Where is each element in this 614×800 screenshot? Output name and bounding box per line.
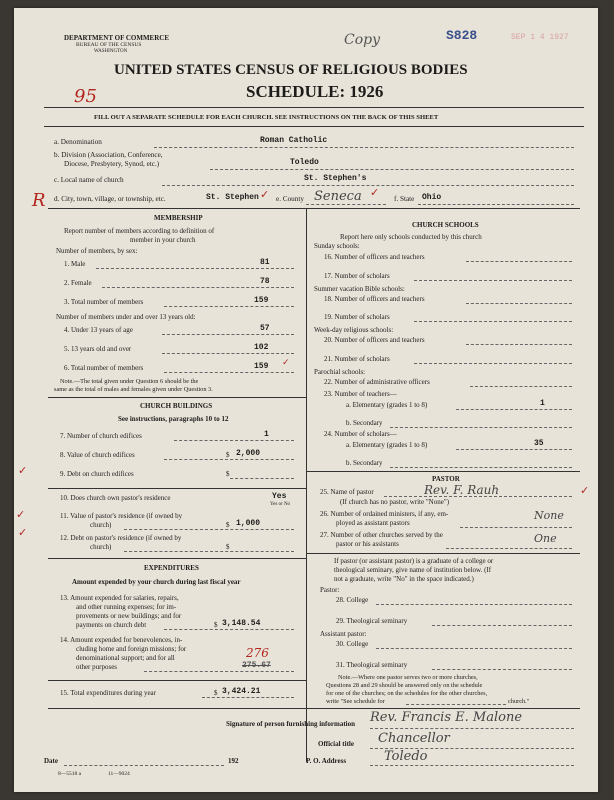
q27-value: One <box>534 532 557 545</box>
state-value: Ohio <box>422 193 442 202</box>
q13-label-4: payments on church debt <box>76 621 147 629</box>
q18-label: 18. Number of officers and teachers <box>324 295 425 303</box>
pastor-note-5: church." <box>508 698 530 705</box>
q20-label: 20. Number of officers and teachers <box>324 336 425 344</box>
q24b-label: b. Secondary <box>346 459 383 467</box>
division-label-2: Diocese, Presbytery, Synod, etc.) <box>64 160 160 168</box>
q5-over13-label: 5. 13 years old and over <box>64 345 132 353</box>
city-name: WASHINGTON <box>94 49 128 54</box>
form-code-2: 11—9024 <box>108 771 130 777</box>
red-checkmark: ✓ <box>18 526 28 539</box>
footer-rule <box>48 708 580 709</box>
q10-hint: Yes or No <box>270 502 291 507</box>
q15-line <box>202 697 294 698</box>
q8-dollar: $ <box>226 451 230 459</box>
official-title-value: Chancellor <box>378 731 450 746</box>
q9-dollar: $ <box>226 470 230 478</box>
state-line <box>418 204 574 205</box>
date-stamp: SEP 1 4 1927 <box>511 33 569 42</box>
q24a-line <box>456 449 572 450</box>
section-rule <box>306 471 580 472</box>
q20-line <box>466 344 572 345</box>
q10-residence-label: 10. Does church own pastor's residence <box>60 494 171 502</box>
q21-line <box>414 363 572 364</box>
graduate-note-3: not a graduate, write "No" in the space indicated.) <box>334 575 474 583</box>
q14-label-1: 14. Amount expended for benevolences, in- <box>60 636 183 644</box>
department-name: DEPARTMENT OF COMMERCE <box>64 34 170 42</box>
section-rule <box>306 553 580 554</box>
q24b-line <box>390 467 572 468</box>
schools-heading: CHURCH SCHOOLS <box>412 221 479 229</box>
q9-debt-label: 9. Debt on church edifices <box>60 470 134 478</box>
column-divider <box>306 208 307 762</box>
date-line <box>64 765 224 766</box>
members-by-age-label: Number of members under and over 13 years old: <box>56 313 196 321</box>
assistant-pastor-label: Assistant pastor: <box>320 630 367 638</box>
census-schedule-page <box>14 8 598 792</box>
q3-total-value: 159 <box>254 296 269 305</box>
q4-under13-label: 4. Under 13 years of age <box>64 326 133 334</box>
city-label: d. City, town, village, or township, etc. <box>54 195 166 203</box>
section-rule <box>48 558 306 559</box>
section-rule <box>48 397 306 398</box>
pastor-note-2: Questions 28 and 29 should be answered only on the schedule <box>326 682 483 689</box>
denomination-line <box>154 147 574 148</box>
red-r-mark: R <box>32 190 46 211</box>
membership-note-1: Note.—The total given under Question 6 should be the <box>60 378 199 385</box>
q27-label-1: 27. Number of other churches served by the <box>320 531 443 539</box>
q25-hint: (If church has no pastor, write "None") <box>340 498 450 506</box>
red-checkmark: ✓ <box>580 484 590 497</box>
q12-label-1: 12. Debt on pastor's residence (if owned by <box>60 534 182 542</box>
pastor-note-4: write "See schedule for <box>326 698 385 705</box>
summer-schools-label: Summer vacation Bible schools: <box>314 285 405 293</box>
q13-label-3: provements or new buildings; and for <box>76 612 182 620</box>
q28-line <box>376 604 572 605</box>
q27-label-2: pastor or his assistants <box>336 540 399 548</box>
q27-line <box>446 548 572 549</box>
q6-total-label: 6. Total number of members <box>64 364 144 372</box>
q13-label-1: 13. Amount expended for salaries, repairs, <box>60 594 179 602</box>
q28-label: 28. College <box>336 596 369 604</box>
red-number-mark: 95 <box>74 86 97 107</box>
date-label: Date <box>44 757 58 765</box>
q29-line <box>432 625 572 626</box>
county-label: e. County <box>276 195 304 203</box>
q21-label: 21. Number of scholars <box>324 355 390 363</box>
q14-label-3: denominational support; and for all <box>76 654 175 662</box>
q3-line <box>164 306 294 307</box>
q17-line <box>414 280 572 281</box>
weekday-schools-label: Week-day religious schools: <box>314 326 394 334</box>
q2-line <box>102 287 294 288</box>
expenditures-sub: Amount expended by your church during last fiscal year <box>72 578 241 586</box>
q26-line <box>460 527 572 528</box>
q31-line <box>432 669 572 670</box>
q22-label: 22. Number of administrative officers <box>324 378 430 386</box>
q23a-label: a. Elementary (grades 1 to 8) <box>346 401 428 409</box>
state-label: f. State <box>394 195 415 203</box>
pastor-label: Pastor: <box>320 586 340 594</box>
q29-label: 29. Theological seminary <box>336 617 408 625</box>
expenditures-heading: EXPENDITURES <box>144 564 199 572</box>
q23a-line <box>456 409 572 410</box>
q12-line <box>124 551 294 552</box>
q13-label-2: and other running expenses; for im- <box>76 603 177 611</box>
q13-line <box>164 629 294 630</box>
signature-line <box>370 728 574 729</box>
division-value: Toledo <box>290 158 319 167</box>
pastor-note-1: Note.—Where one pastor serves two or more churches, <box>338 674 478 681</box>
division-line <box>210 169 574 170</box>
q5-line <box>162 353 294 354</box>
q8-value: 2,000 <box>236 449 261 458</box>
bureau-name: BUREAU OF THE CENSUS <box>76 42 142 48</box>
q31-label: 31. Theological seminary <box>336 661 408 669</box>
q1-male-value: 81 <box>260 258 270 267</box>
q14-value: 275.67 <box>242 661 271 670</box>
q22-line <box>470 386 572 387</box>
q13-value: 3,148.54 <box>222 619 261 628</box>
pastor-note-3: for one of the churches; on the schedules for the other churches, <box>326 690 488 697</box>
q11-line <box>124 529 294 530</box>
local-name-value: St. Stephen's <box>304 174 367 183</box>
q26-label-2: ployed as assistant pastors <box>336 519 410 527</box>
q12-label-2: church) <box>90 543 112 551</box>
q4-line <box>162 334 294 335</box>
red-checkmark: ✓ <box>18 464 28 477</box>
pastor-heading: PASTOR <box>432 475 460 483</box>
instruction-line: FILL OUT A SEPARATE SCHEDULE FOR EACH CHURCH. SEE INSTRUCTIONS ON THE BACK OF THIS SHEET <box>94 114 439 121</box>
q10-residence-value: Yes <box>272 492 287 501</box>
q12-dollar: $ <box>226 543 230 551</box>
q26-value: None <box>534 509 564 522</box>
section-rule <box>48 680 306 681</box>
members-by-sex-label: Number of members, by sex: <box>56 247 138 255</box>
date-year: 192 <box>228 757 239 765</box>
q23b-line <box>390 427 572 428</box>
q4-under13-value: 57 <box>260 324 270 333</box>
membership-heading: MEMBERSHIP <box>154 214 203 222</box>
q24a-label: a. Elementary (grades 1 to 8) <box>346 441 428 449</box>
signature-label: Signature of person furnishing information <box>226 720 355 728</box>
q11-value: 1,000 <box>236 519 261 528</box>
q7-line <box>174 440 294 441</box>
form-title: UNITED STATES CENSUS OF RELIGIOUS BODIES <box>114 62 468 78</box>
county-line <box>306 204 386 205</box>
header-rule-2 <box>44 126 584 127</box>
local-name-label: c. Local name of church <box>54 176 124 184</box>
parochial-schools-label: Parochial schools: <box>314 368 366 376</box>
q14-label-4: other purposes <box>76 663 118 671</box>
q19-line <box>414 321 572 322</box>
q5-over13-value: 102 <box>254 343 269 352</box>
buildings-sub: See instructions, paragraphs 10 to 12 <box>118 415 229 423</box>
q14-line <box>144 671 294 672</box>
red-checkmark: ✓ <box>370 186 380 199</box>
denomination-value: Roman Catholic <box>260 136 328 145</box>
header-rule <box>44 107 584 108</box>
pastor-note-blank <box>406 704 506 705</box>
q18-line <box>466 303 572 304</box>
q7-edifices-value: 1 <box>264 430 269 439</box>
file-number-stamp: S828 <box>446 28 478 43</box>
signature-value: Rev. Francis E. Malone <box>370 710 523 725</box>
section-rule <box>48 488 306 489</box>
q25-value: Rev. F. Rauh <box>424 483 500 497</box>
q1-male-label: 1. Male <box>64 260 86 268</box>
q8-line <box>164 459 294 460</box>
schedule-year: SCHEDULE: 1926 <box>246 82 384 101</box>
q6-line <box>164 372 294 373</box>
q26-label-1: 26. Number of ordained ministers, if any, em- <box>320 510 449 518</box>
graduate-note-2: theological seminary, give name of institution below. (If <box>334 566 492 574</box>
membership-intro-1: Report number of members according to definition of <box>64 227 215 235</box>
q2-female-value: 78 <box>260 277 270 286</box>
buildings-heading: CHURCH BUILDINGS <box>140 402 213 410</box>
q14-red-correction: 276 <box>246 646 269 660</box>
po-address-value: Toledo <box>384 749 428 764</box>
q24-label: 24. Number of scholars— <box>324 430 397 438</box>
q23b-label: b. Secondary <box>346 419 383 427</box>
q8-value-label: 8. Value of church edifices <box>60 451 135 459</box>
q15-label: 15. Total expenditures during year <box>60 689 156 697</box>
q14-label-2: cluding home and foreign missions; for <box>76 645 187 653</box>
q25-label: 25. Name of pastor <box>320 488 374 496</box>
denomination-label: a. Denomination <box>54 138 102 146</box>
q15-dollar: $ <box>214 689 218 697</box>
q6-total-value: 159 <box>254 362 269 371</box>
county-value: Seneca <box>314 189 362 204</box>
q3-total-label: 3. Total number of members <box>64 298 144 306</box>
q16-label: 16. Number of officers and teachers <box>324 253 425 261</box>
q13-dollar: $ <box>214 621 218 629</box>
q9-line <box>230 478 294 479</box>
q17-label: 17. Number of scholars <box>324 272 390 280</box>
q30-label: 30. College <box>336 640 369 648</box>
membership-note-2: same as the total of males and females given under Question 3. <box>54 386 213 393</box>
q7-edifices-label: 7. Number of church edifices <box>60 432 142 440</box>
local-name-line <box>162 185 574 186</box>
q11-label-1: 11. Value of pastor's residence (if owned by <box>60 512 183 520</box>
q23-label: 23. Number of teachers— <box>324 390 397 398</box>
official-title-label: Official title <box>318 740 354 748</box>
graduate-note-1: If pastor (or assistant pastor) is a graduate of a college or <box>334 557 494 565</box>
membership-intro-2: member in your church <box>130 236 196 244</box>
red-checkmark: ✓ <box>16 508 26 521</box>
q23a-value: 1 <box>540 399 545 408</box>
division-label-1: b. Division (Association, Conference, <box>54 151 163 159</box>
schools-intro: Report here only schools conducted by this church <box>340 233 482 241</box>
q24a-value: 35 <box>534 439 544 448</box>
q11-label-2: church) <box>90 521 112 529</box>
q15-value: 3,424.21 <box>222 687 261 696</box>
q1-line <box>96 268 294 269</box>
po-address-label: P. O. Address <box>306 757 347 765</box>
copy-note: Copy <box>344 32 381 48</box>
form-code-1: 8—5518 a <box>58 771 82 777</box>
q30-line <box>376 648 572 649</box>
po-address-line <box>370 765 574 766</box>
red-checkmark: ✓ <box>260 188 270 201</box>
city-value: St. Stephen <box>206 193 259 202</box>
red-checkmark: ✓ <box>282 358 290 368</box>
sunday-schools-label: Sunday schools: <box>314 242 360 250</box>
q11-dollar: $ <box>226 521 230 529</box>
q16-line <box>466 261 572 262</box>
q19-label: 19. Number of scholars <box>324 313 390 321</box>
q2-female-label: 2. Female <box>64 279 92 287</box>
